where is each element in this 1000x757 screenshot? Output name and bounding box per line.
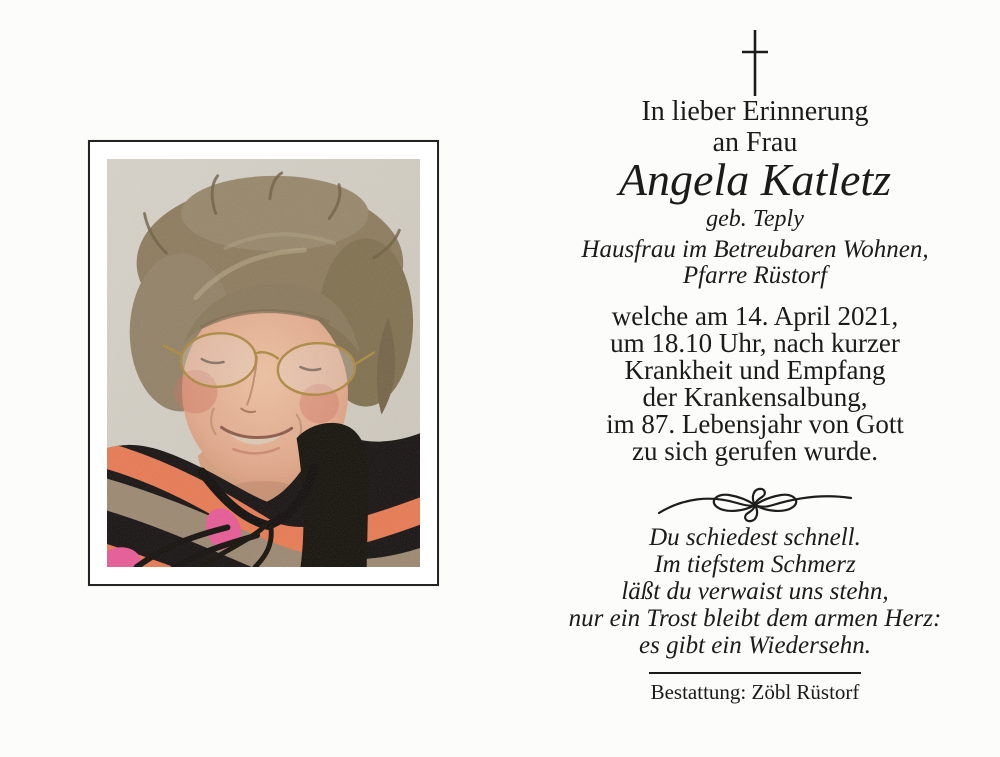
flourish-divider-icon <box>655 482 855 526</box>
deceased-name: Angela Katletz <box>618 154 892 205</box>
obituary-lines <box>540 303 970 465</box>
poem-line-2: Im tiefstem Schmerz <box>654 551 856 578</box>
funeral-home-note: Bestattung: Zöbl Rüstorf <box>650 680 860 704</box>
poem-line-3: läßt du verwaist uns stehn, <box>621 578 889 605</box>
poem-line-5: es gibt ein Wiedersehn. <box>639 632 871 659</box>
poem-line-4: nur ein Trost bleibt dem armen Herz: <box>568 605 942 632</box>
obituary-line-1: welche am 14. April 2021, <box>611 301 899 331</box>
obituary-line-5: im 87. Lebensjahr von Gott <box>606 409 904 439</box>
photo-grain-overlay <box>107 159 420 567</box>
portrait-photo <box>107 159 420 567</box>
footer-divider-line <box>649 672 861 674</box>
role-line-2: Pfarre Rüstorf <box>682 262 828 289</box>
maiden-name: geb. Teply <box>706 206 804 232</box>
photo-frame <box>88 140 439 586</box>
obituary-line-2: um 18.10 Uhr, nach kurzer <box>610 328 900 358</box>
obituary-line-4: der Krankensalbung, <box>642 382 868 412</box>
poem-line-1: Du schiedest schnell. <box>649 524 861 551</box>
intro-line-2: an Frau <box>712 127 798 158</box>
role-lines <box>540 237 970 289</box>
role-line-1: Hausfrau im Betreubaren Wohnen, <box>581 236 929 263</box>
obituary-line-3: Krankheit und Empfang <box>624 355 886 385</box>
poem-lines <box>540 524 970 659</box>
portrait-illustration <box>107 159 420 567</box>
intro-line-1: In lieber Erinnerung <box>641 96 869 127</box>
obituary-line-6: zu sich gerufen wurde. <box>632 436 878 466</box>
latin-cross-icon <box>735 28 775 98</box>
memorial-text-column <box>540 0 970 757</box>
intro-lines <box>540 96 970 158</box>
